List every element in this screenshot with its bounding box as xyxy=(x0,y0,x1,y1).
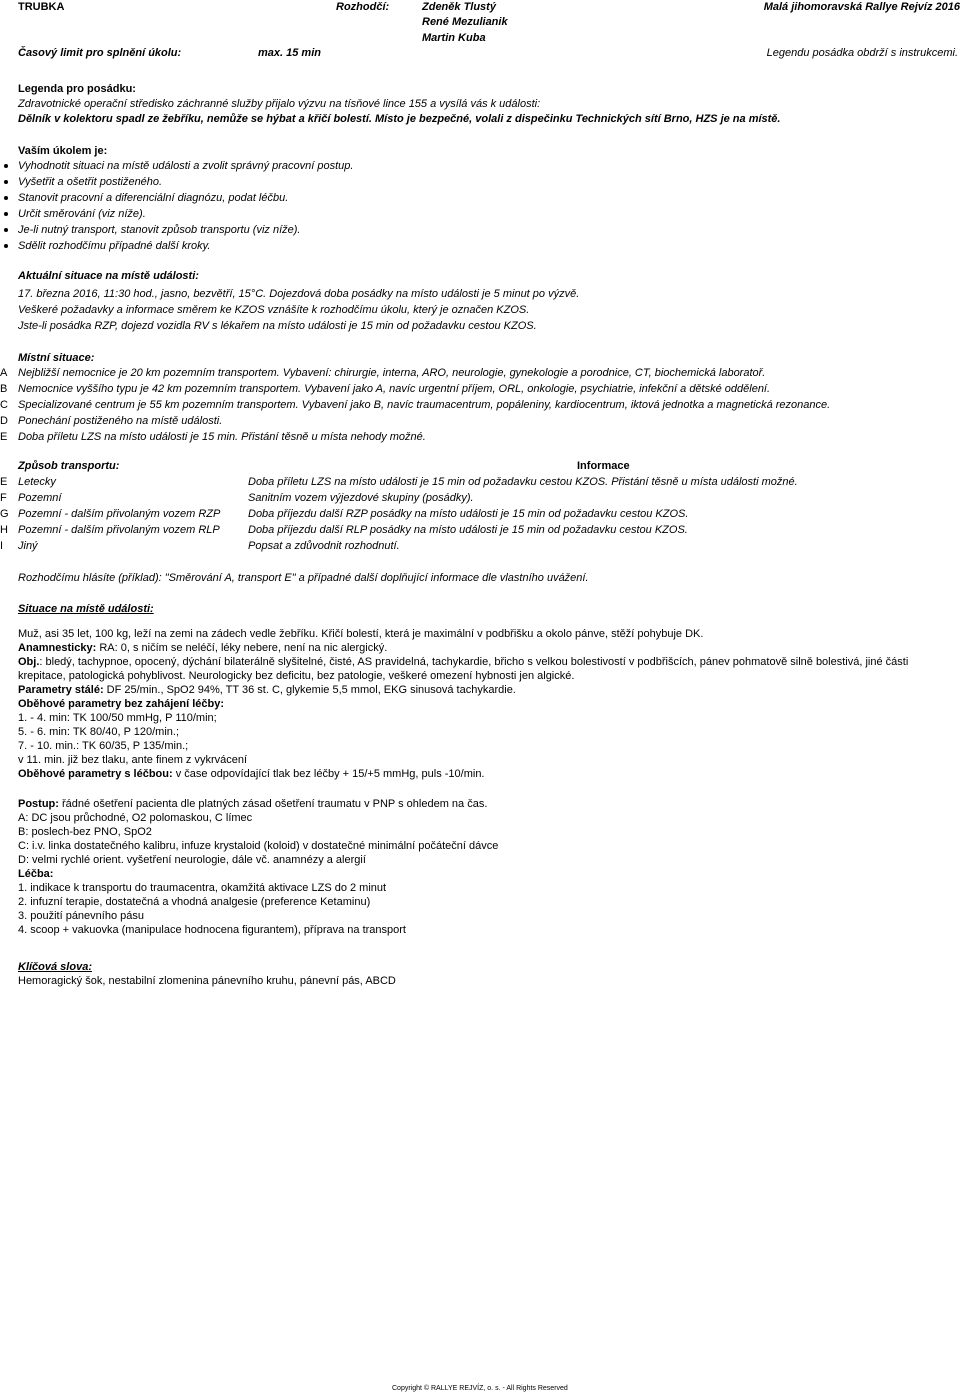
procedure-line-2: B: poslech-bez PNO, SpO2 xyxy=(18,826,152,838)
anamnesis xyxy=(18,641,387,655)
local-item: Specializované centrum je 55 km pozemním transportem. Vybavení jako B, navíc traumacentrum, popáleniny, kardiocentrum, iktová jednotka a magnetická rezonance. xyxy=(18,399,831,411)
transport-info: Popsat a zdůvodnit rozhodnutí. xyxy=(248,540,400,552)
task-item: Sdělit rozhodčímu případné další kroky. xyxy=(18,240,211,252)
objective-label: Obj. xyxy=(18,656,40,668)
keywords-title: Klíčová slova: xyxy=(18,961,92,973)
transport-letter: H xyxy=(0,524,8,536)
local-item: Doba příletu LZS na místo události je 15 min. Přistání těsně u místa nehody možné. xyxy=(18,431,426,443)
rally-name: Malá jihomoravská Rallye Rejvíz 2016 xyxy=(763,1,960,13)
transport-info: Sanitním vozem výjezdové skupiny (posádky). xyxy=(248,492,474,504)
legend-note: Legendu posádka obdrží s instrukcemi. xyxy=(766,47,958,59)
bullet-icon xyxy=(4,244,8,248)
procedure-line-1: A: DC jsou průchodné, O2 polomaskou, C límec xyxy=(18,812,253,824)
event-name: TRUBKA xyxy=(18,1,65,13)
tasks-title: Vaším úkolem je: xyxy=(18,145,108,157)
current-line-2: Veškeré požadavky a informace směrem ke KZOS vznášíte k rozhodčímu úkolu, který je označen KZOS. xyxy=(18,304,530,316)
procedure-label: Postup: xyxy=(18,798,59,810)
local-letter: A xyxy=(0,367,8,379)
transport-mode: Jiný xyxy=(18,540,38,552)
treatment-label: Léčba: xyxy=(18,868,54,880)
transport-letter: I xyxy=(0,540,4,552)
circulation-treated xyxy=(18,767,485,781)
circulation-line-1: 1. - 4. min: TK 100/50 mmHg, P 110/min; xyxy=(18,712,217,724)
transport-info: Doba příjezdu další RZP posádky na místo události je 15 min od požadavku cestou KZOS. xyxy=(248,508,689,520)
time-limit-value: max. 15 min xyxy=(258,47,321,59)
transport-info: Doba příletu LZS na místo události je 15 min od požadavku cestou KZOS. Přistání těsně u místa události možné. xyxy=(248,476,798,488)
circulation-line-4: v 11. min. již bez tlaku, ante finem z vykrvácení xyxy=(18,754,248,766)
task-item: Určit směrování (viz níže). xyxy=(18,208,146,220)
transport-letter: G xyxy=(0,508,9,520)
current-title: Aktuální situace na místě události: xyxy=(18,270,199,282)
referee-3: Martin Kuba xyxy=(422,32,486,44)
footer-copyright: Copyright © RALLYE REJVÍZ, o. s. - All Rights Reserved xyxy=(392,1385,568,1392)
current-line-3: Jste-li posádka RZP, dojezd vozidla RV s lékařem na místo události je 15 min od požadavku cestou KZOS. xyxy=(18,320,537,332)
current-line-1: 17. března 2016, 11:30 hod., jasno, bezvětří, 15°C. Dojezdová doba posádky na místo události je 5 minut po výzvě. xyxy=(18,288,580,300)
circulation-treated-label: Oběhové parametry s léčbou: xyxy=(18,768,173,780)
bullet-icon xyxy=(4,212,8,216)
transport-mode: Letecky xyxy=(18,476,56,488)
procedure xyxy=(18,797,487,811)
task-item: Vyšetřit a ošetřit postiženého. xyxy=(18,176,163,188)
circulation-label: Oběhové parametry bez zahájení léčby: xyxy=(18,698,225,710)
bullet-icon xyxy=(4,164,8,168)
procedure-line-3: C: i.v. linka dostatečného kalibru, infuze krystaloid (koloid) v dostatečné minimální počáteční dávce xyxy=(18,840,499,852)
referee-1: Zdeněk Tlustý xyxy=(422,1,496,13)
local-letter: E xyxy=(0,431,8,443)
local-letter: D xyxy=(0,415,8,427)
anamnesis-text: RA: 0, s ničím se neléčí, léky nebere, není na nic alergický. xyxy=(96,642,388,654)
referee-label: Rozhodčí: xyxy=(336,1,390,13)
local-letter: C xyxy=(0,399,8,411)
bullet-icon xyxy=(4,228,8,232)
bullet-icon xyxy=(4,196,8,200)
anamnesis-label: Anamnesticky: xyxy=(18,642,97,654)
time-limit-label: Časový limit pro splnění úkolu: xyxy=(18,47,182,59)
procedure-text: řádné ošetření pacienta dle platných zásad ošetření traumatu v PNP s ohledem na čas. xyxy=(58,798,488,810)
local-letter: B xyxy=(0,383,8,395)
stable-params-text: DF 25/min., SpO2 94%, TT 36 st. C, glykemie 5,5 mmol, EKG sinusová tachykardie. xyxy=(103,684,516,696)
keywords-text: Hemoragický šok, nestabilní zlomenina pánevního kruhu, pánevní pás, ABCD xyxy=(18,975,396,987)
situation-title: Situace na místě události: xyxy=(18,603,154,615)
legend-line-1: Zdravotnické operační středisko záchranné služby přijalo výzvu na tísňové lince 155 a vysílá vás k události: xyxy=(18,98,541,110)
stable-params-label: Parametry stálé: xyxy=(18,684,104,696)
bullet-icon xyxy=(4,180,8,184)
treatment-line-2: 2. infuzní terapie, dostatečná a vhodná analgesie (preference Ketaminu) xyxy=(18,896,371,908)
task-item: Stanovit pracovní a diferenciální diagnózu, podat léčbu. xyxy=(18,192,289,204)
circulation-line-3: 7. - 10. min.: TK 60/35, P 135/min.; xyxy=(18,740,189,752)
transport-info-title: Informace xyxy=(577,460,630,472)
transport-mode: Pozemní xyxy=(18,492,62,504)
example-note: Rozhodčímu hlásíte (příklad): "Směrování A, transport E" a případné další doplňující informace dle vlastního uvážení. xyxy=(18,572,589,584)
transport-letter: F xyxy=(0,492,7,504)
local-title: Místní situace: xyxy=(18,352,95,364)
situation-intro: Muž, asi 35 let, 100 kg, leží na zemi na zádech vedle žebříku. Křičí bolestí, která je maximální v podbřišku a okolo pánve, stěží pohybuje DK. xyxy=(18,628,704,640)
legend-line-2: Dělník v kolektoru spadl ze žebříku, nemůže se hýbat a křičí bolestí. Místo je bezpečné, volali z dispečinku Technických sítí Brno, HZS je na místě. xyxy=(18,113,781,125)
local-item: Ponechání postiženého na místě události. xyxy=(18,415,223,427)
legend-title: Legenda pro posádku: xyxy=(18,83,136,95)
transport-letter: E xyxy=(0,476,8,488)
procedure-line-4: D: velmi rychlé orient. vyšetření neurologie, dále vč. anamnézy a alergií xyxy=(18,854,366,866)
task-item: Vyhodnotit situaci na místě události a zvolit správný pracovní postup. xyxy=(18,160,354,172)
referee-2: René Mezulianik xyxy=(422,16,508,28)
local-item: Nemocnice vyššího typu je 42 km pozemním transportem. Vybavení jako A, navíc urgentní příjem, ORL, onkologie, psychiatrie, infekční a dětské oddělení. xyxy=(18,383,771,395)
transport-mode: Pozemní - dalším přivolaným vozem RZP xyxy=(18,508,221,520)
circulation-treated-text: v čase odpovídající tlak bez léčby + 15/+5 mmHg, puls -10/min. xyxy=(172,768,485,780)
task-item: Je-li nutný transport, stanovit způsob transportu (viz níže). xyxy=(18,224,301,236)
transport-info: Doba příjezdu další RLP posádky na místo události je 15 min od požadavku cestou KZOS. xyxy=(248,524,688,536)
objective-text: : bledý, tachypnoe, opocený, dýchání bilaterálně slyšitelné, čisté, AS pravidelná, tachykardie, břicho s velkou bolestivostí v podbřišcích, pánev pohmatově silně bolestivá, jiné části krepitace, patologická pohyblivost. Neurologicky bez deficitu, bez patologie, veškeré omezení hybnosti jen algické. xyxy=(18,656,909,682)
treatment-line-3: 3. použití pánevního pásu xyxy=(18,910,144,922)
objective xyxy=(18,655,918,683)
local-item: Nejbližší nemocnice je 20 km pozemním transportem. Vybavení: chirurgie, interna, ARO, neurologie, gynekologie a porodnice, CT, biochemická laboratoř. xyxy=(18,367,766,379)
stable-params xyxy=(18,683,516,697)
treatment-line-4: 4. scoop + vakuovka (manipulace hodnocena figurantem), příprava na transport xyxy=(18,924,406,936)
treatment-line-1: 1. indikace k transportu do traumacentra, okamžitá aktivace LZS do 2 minut xyxy=(18,882,387,894)
transport-mode: Pozemní - dalším přivolaným vozem RLP xyxy=(18,524,220,536)
circulation-line-2: 5. - 6. min: TK 80/40, P 120/min.; xyxy=(18,726,180,738)
transport-title: Způsob transportu: xyxy=(18,460,120,472)
